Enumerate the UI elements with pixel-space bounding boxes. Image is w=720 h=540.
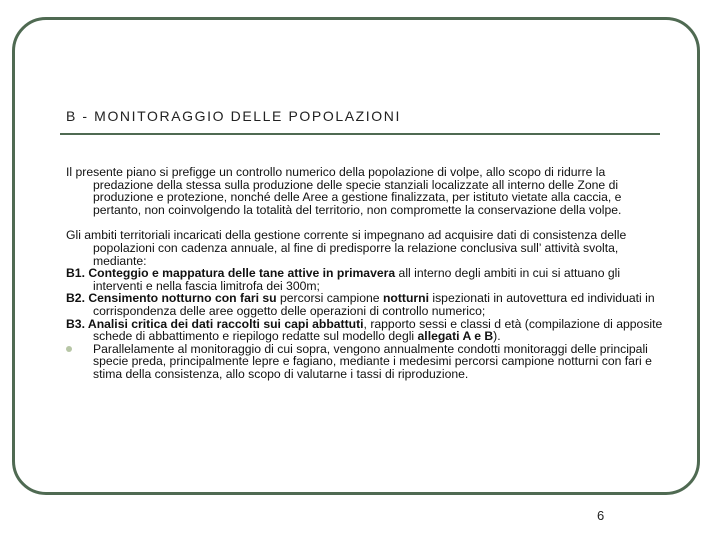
item-b1 (66, 267, 666, 292)
item-b3-text: , rapporto sessi e classi d età (compilazione di apposite schede di abbattimento e riepilogo redatte sul modello degli (93, 316, 663, 344)
slide-body (66, 166, 666, 381)
page-number: 6 (597, 508, 605, 523)
item-b2-heading: B2. Censimento notturno con fari su (66, 291, 277, 306)
item-b1-heading: B1. Conteggio e mappatura delle tane attive in primavera (66, 266, 396, 281)
bullet-dot-icon (66, 346, 72, 352)
item-b2-emphasis: notturni (382, 291, 429, 306)
item-b2-text: ispezionati in autovettura ed individuati in corrispondenza delle aree oggetto delle operazioni di controllo numerico; (93, 291, 655, 318)
bullet-item (66, 343, 666, 381)
item-b1-text: all interno degli ambiti in cui si attuano gli interventi e nella fascia limitrofa dei 300m; (93, 266, 621, 293)
title-divider (60, 133, 660, 135)
item-b3-heading: B3. Analisi critica dei dati raccolti sui capi abbattuti (66, 316, 364, 331)
bullet-text: Parallelamente al monitoraggio di cui sopra, vengono annualmente condotti monitoraggi delle principali specie preda, principalmente lepre e fagiano, mediante i medesimi percorsi campione notturni con fari e stima della consistenza, allo scopo di valutarne i tassi di riproduzione. (93, 341, 652, 381)
intro-paragraph: Il presente piano si prefigge un controllo numerico della popolazione di volpe, allo scopo di ridurre la predazione della stessa sulla produzione delle specie stanziali localizzate all interno delle Zone di produzione e protezione, nonché delle Aree a gestione finalizzata, per istituto vietate alla caccia, e pertanto, non coinvolgendo la totalità del territorio, non compromette la conservazione della volpe. (66, 165, 622, 217)
item-b3-emphasis: allegati A e B (417, 329, 494, 344)
item-b3-text-end: ). (493, 329, 501, 344)
slide-title: B - MONITORAGGIO DELLE POPOLAZIONI (66, 108, 401, 124)
item-b2 (66, 292, 666, 317)
second-paragraph: Gli ambiti territoriali incaricati della gestione corrente si impegnano ad acquisire dati di consistenza delle popolazioni con cadenza annuale, al fine di predisporre la relazione conclusiva sull’ attività svolta, mediante: (66, 228, 627, 268)
item-b2-middle: percorsi campione (276, 291, 383, 306)
item-b3 (66, 318, 666, 343)
